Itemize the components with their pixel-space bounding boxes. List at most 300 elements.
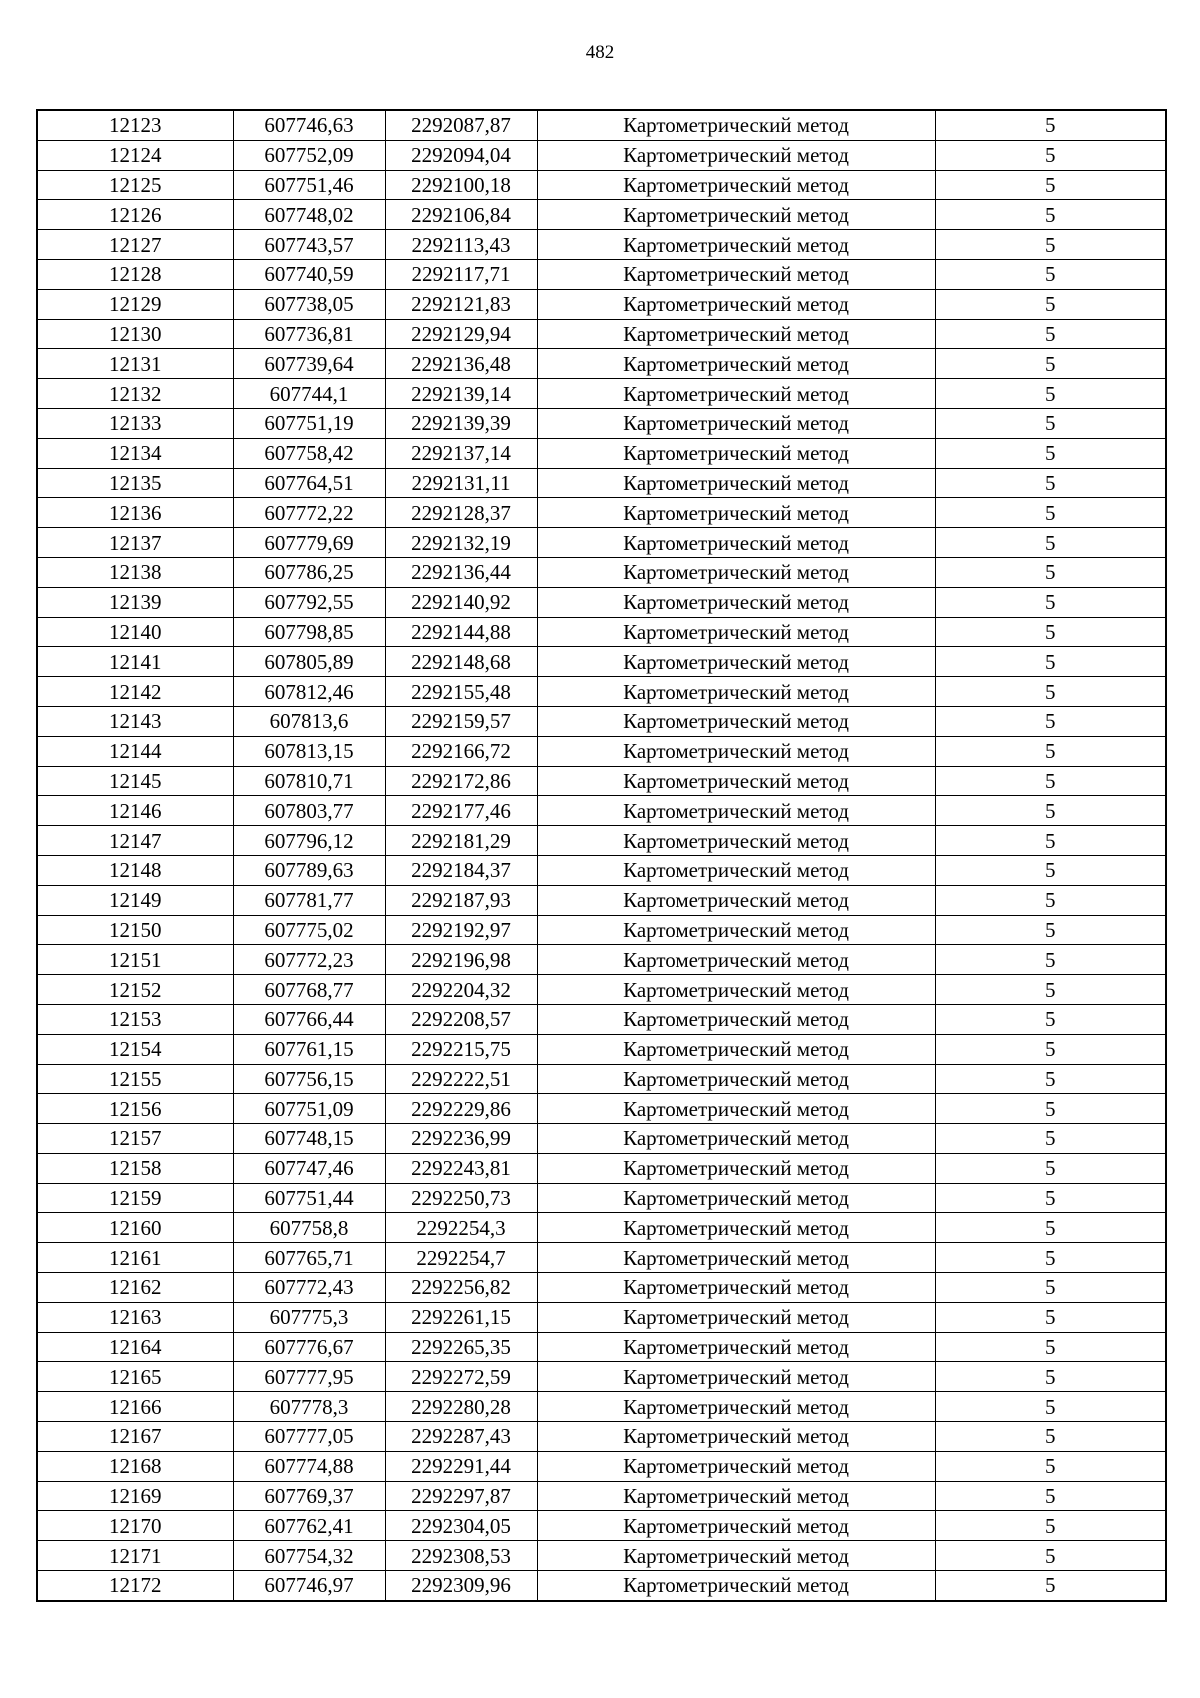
method-cell: Картометрический метод: [537, 617, 935, 647]
accuracy-cell: 5: [935, 1004, 1166, 1034]
table-row: [37, 1481, 1166, 1511]
accuracy-cell: 5: [935, 1183, 1166, 1213]
point-number-cell: 12145: [37, 766, 233, 796]
method-cell: Картометрический метод: [537, 1302, 935, 1332]
accuracy-cell: 5: [935, 110, 1166, 140]
x-coordinate-cell: 607774,88: [233, 1451, 385, 1481]
point-number-cell: 12160: [37, 1213, 233, 1243]
method-cell: Картометрический метод: [537, 200, 935, 230]
table-row: [37, 1124, 1166, 1154]
y-coordinate-cell: 2292256,82: [385, 1273, 537, 1303]
accuracy-cell: 5: [935, 200, 1166, 230]
y-coordinate-cell: 2292287,43: [385, 1422, 537, 1452]
accuracy-cell: 5: [935, 498, 1166, 528]
method-cell: Картометрический метод: [537, 557, 935, 587]
accuracy-cell: 5: [935, 438, 1166, 468]
method-cell: Картометрический метод: [537, 1243, 935, 1273]
x-coordinate-cell: 607747,46: [233, 1153, 385, 1183]
accuracy-cell: 5: [935, 528, 1166, 558]
point-number-cell: 12158: [37, 1153, 233, 1183]
accuracy-cell: 5: [935, 319, 1166, 349]
x-coordinate-cell: 607762,41: [233, 1511, 385, 1541]
accuracy-cell: 5: [935, 170, 1166, 200]
point-number-cell: 12141: [37, 647, 233, 677]
accuracy-cell: 5: [935, 1094, 1166, 1124]
table-row: [37, 1273, 1166, 1303]
table-row: [37, 438, 1166, 468]
table-row: [37, 706, 1166, 736]
accuracy-cell: 5: [935, 1362, 1166, 1392]
table-row: [37, 617, 1166, 647]
y-coordinate-cell: 2292140,92: [385, 587, 537, 617]
x-coordinate-cell: 607779,69: [233, 528, 385, 558]
y-coordinate-cell: 2292177,46: [385, 796, 537, 826]
point-number-cell: 12167: [37, 1422, 233, 1452]
method-cell: Картометрический метод: [537, 1571, 935, 1601]
y-coordinate-cell: 2292265,35: [385, 1332, 537, 1362]
accuracy-cell: 5: [935, 1213, 1166, 1243]
point-number-cell: 12125: [37, 170, 233, 200]
point-number-cell: 12150: [37, 915, 233, 945]
y-coordinate-cell: 2292229,86: [385, 1094, 537, 1124]
method-cell: Картометрический метод: [537, 1213, 935, 1243]
y-coordinate-cell: 2292181,29: [385, 826, 537, 856]
x-coordinate-cell: 607748,15: [233, 1124, 385, 1154]
method-cell: Картометрический метод: [537, 677, 935, 707]
point-number-cell: 12135: [37, 468, 233, 498]
table-row: [37, 855, 1166, 885]
point-number-cell: 12159: [37, 1183, 233, 1213]
x-coordinate-cell: 607775,3: [233, 1302, 385, 1332]
x-coordinate-cell: 607786,25: [233, 557, 385, 587]
y-coordinate-cell: 2292308,53: [385, 1541, 537, 1571]
method-cell: Картометрический метод: [537, 915, 935, 945]
table-row: [37, 647, 1166, 677]
y-coordinate-cell: 2292136,44: [385, 557, 537, 587]
x-coordinate-cell: 607751,09: [233, 1094, 385, 1124]
table-row: [37, 557, 1166, 587]
table-row: [37, 140, 1166, 170]
accuracy-cell: 5: [935, 826, 1166, 856]
y-coordinate-cell: 2292166,72: [385, 736, 537, 766]
accuracy-cell: 5: [935, 1571, 1166, 1601]
x-coordinate-cell: 607776,67: [233, 1332, 385, 1362]
method-cell: Картометрический метод: [537, 170, 935, 200]
method-cell: Картометрический метод: [537, 1064, 935, 1094]
x-coordinate-cell: 607813,6: [233, 706, 385, 736]
y-coordinate-cell: 2292117,71: [385, 259, 537, 289]
method-cell: Картометрический метод: [537, 1153, 935, 1183]
table-row: [37, 1362, 1166, 1392]
y-coordinate-cell: 2292128,37: [385, 498, 537, 528]
point-number-cell: 12142: [37, 677, 233, 707]
table-row: [37, 587, 1166, 617]
accuracy-cell: 5: [935, 1481, 1166, 1511]
table-row: [37, 230, 1166, 260]
y-coordinate-cell: 2292272,59: [385, 1362, 537, 1392]
point-number-cell: 12134: [37, 438, 233, 468]
x-coordinate-cell: 607810,71: [233, 766, 385, 796]
table-row: [37, 736, 1166, 766]
y-coordinate-cell: 2292204,32: [385, 975, 537, 1005]
x-coordinate-cell: 607756,15: [233, 1064, 385, 1094]
point-number-cell: 12169: [37, 1481, 233, 1511]
y-coordinate-cell: 2292261,15: [385, 1302, 537, 1332]
point-number-cell: 12124: [37, 140, 233, 170]
method-cell: Картометрический метод: [537, 259, 935, 289]
y-coordinate-cell: 2292215,75: [385, 1034, 537, 1064]
table-row: [37, 1034, 1166, 1064]
method-cell: Картометрический метод: [537, 1034, 935, 1064]
point-number-cell: 12133: [37, 408, 233, 438]
table-row: [37, 1422, 1166, 1452]
x-coordinate-cell: 607739,64: [233, 349, 385, 379]
table-row: [37, 1571, 1166, 1601]
x-coordinate-cell: 607748,02: [233, 200, 385, 230]
accuracy-cell: 5: [935, 140, 1166, 170]
table-row: [37, 200, 1166, 230]
table-row: [37, 975, 1166, 1005]
x-coordinate-cell: 607746,97: [233, 1571, 385, 1601]
accuracy-cell: 5: [935, 1541, 1166, 1571]
table-row: [37, 1153, 1166, 1183]
table-row: [37, 349, 1166, 379]
point-number-cell: 12143: [37, 706, 233, 736]
accuracy-cell: 5: [935, 647, 1166, 677]
y-coordinate-cell: 2292106,84: [385, 200, 537, 230]
table-row: [37, 1541, 1166, 1571]
x-coordinate-cell: 607768,77: [233, 975, 385, 1005]
point-number-cell: 12129: [37, 289, 233, 319]
point-number-cell: 12168: [37, 1451, 233, 1481]
point-number-cell: 12139: [37, 587, 233, 617]
page-number: 482: [585, 42, 615, 63]
x-coordinate-cell: 607754,32: [233, 1541, 385, 1571]
table-row: [37, 1243, 1166, 1273]
y-coordinate-cell: 2292297,87: [385, 1481, 537, 1511]
table-row: [37, 945, 1166, 975]
x-coordinate-cell: 607743,57: [233, 230, 385, 260]
accuracy-cell: 5: [935, 408, 1166, 438]
x-coordinate-cell: 607751,19: [233, 408, 385, 438]
accuracy-cell: 5: [935, 1273, 1166, 1303]
x-coordinate-cell: 607772,23: [233, 945, 385, 975]
table-row: [37, 1392, 1166, 1422]
accuracy-cell: 5: [935, 915, 1166, 945]
y-coordinate-cell: 2292172,86: [385, 766, 537, 796]
accuracy-cell: 5: [935, 1422, 1166, 1452]
accuracy-cell: 5: [935, 259, 1166, 289]
accuracy-cell: 5: [935, 1392, 1166, 1422]
x-coordinate-cell: 607736,81: [233, 319, 385, 349]
y-coordinate-cell: 2292208,57: [385, 1004, 537, 1034]
table-row: [37, 259, 1166, 289]
x-coordinate-cell: 607813,15: [233, 736, 385, 766]
x-coordinate-cell: 607805,89: [233, 647, 385, 677]
table-row: [37, 915, 1166, 945]
x-coordinate-cell: 607772,22: [233, 498, 385, 528]
method-cell: Картометрический метод: [537, 1183, 935, 1213]
table-row: [37, 677, 1166, 707]
y-coordinate-cell: 2292113,43: [385, 230, 537, 260]
y-coordinate-cell: 2292309,96: [385, 1571, 537, 1601]
x-coordinate-cell: 607738,05: [233, 289, 385, 319]
y-coordinate-cell: 2292192,97: [385, 915, 537, 945]
y-coordinate-cell: 2292291,44: [385, 1451, 537, 1481]
y-coordinate-cell: 2292184,37: [385, 855, 537, 885]
table-row: [37, 110, 1166, 140]
method-cell: Картометрический метод: [537, 1004, 935, 1034]
method-cell: Картометрический метод: [537, 1541, 935, 1571]
point-number-cell: 12152: [37, 975, 233, 1005]
x-coordinate-cell: 607769,37: [233, 1481, 385, 1511]
point-number-cell: 12136: [37, 498, 233, 528]
y-coordinate-cell: 2292131,11: [385, 468, 537, 498]
point-number-cell: 12147: [37, 826, 233, 856]
x-coordinate-cell: 607772,43: [233, 1273, 385, 1303]
x-coordinate-cell: 607798,85: [233, 617, 385, 647]
table-row: [37, 408, 1166, 438]
method-cell: Картометрический метод: [537, 1094, 935, 1124]
accuracy-cell: 5: [935, 736, 1166, 766]
x-coordinate-cell: 607777,95: [233, 1362, 385, 1392]
table-row: [37, 319, 1166, 349]
point-number-cell: 12132: [37, 379, 233, 409]
x-coordinate-cell: 607781,77: [233, 885, 385, 915]
accuracy-cell: 5: [935, 1243, 1166, 1273]
table-row: [37, 289, 1166, 319]
accuracy-cell: 5: [935, 557, 1166, 587]
table-row: [37, 1213, 1166, 1243]
method-cell: Картометрический метод: [537, 736, 935, 766]
table-row: [37, 170, 1166, 200]
point-number-cell: 12140: [37, 617, 233, 647]
accuracy-cell: 5: [935, 617, 1166, 647]
x-coordinate-cell: 607777,05: [233, 1422, 385, 1452]
method-cell: Картометрический метод: [537, 1392, 935, 1422]
method-cell: Картометрический метод: [537, 379, 935, 409]
y-coordinate-cell: 2292236,99: [385, 1124, 537, 1154]
method-cell: Картометрический метод: [537, 468, 935, 498]
point-number-cell: 12146: [37, 796, 233, 826]
x-coordinate-cell: 607778,3: [233, 1392, 385, 1422]
accuracy-cell: 5: [935, 1302, 1166, 1332]
point-number-cell: 12126: [37, 200, 233, 230]
table-row: [37, 796, 1166, 826]
point-number-cell: 12156: [37, 1094, 233, 1124]
y-coordinate-cell: 2292187,93: [385, 885, 537, 915]
point-number-cell: 12153: [37, 1004, 233, 1034]
x-coordinate-cell: 607758,42: [233, 438, 385, 468]
y-coordinate-cell: 2292243,81: [385, 1153, 537, 1183]
accuracy-cell: 5: [935, 379, 1166, 409]
point-number-cell: 12149: [37, 885, 233, 915]
point-number-cell: 12161: [37, 1243, 233, 1273]
y-coordinate-cell: 2292087,87: [385, 110, 537, 140]
point-number-cell: 12157: [37, 1124, 233, 1154]
accuracy-cell: 5: [935, 468, 1166, 498]
method-cell: Картометрический метод: [537, 1451, 935, 1481]
accuracy-cell: 5: [935, 1064, 1166, 1094]
point-number-cell: 12155: [37, 1064, 233, 1094]
table-row: [37, 826, 1166, 856]
x-coordinate-cell: 607789,63: [233, 855, 385, 885]
x-coordinate-cell: 607764,51: [233, 468, 385, 498]
method-cell: Картометрический метод: [537, 498, 935, 528]
y-coordinate-cell: 2292139,39: [385, 408, 537, 438]
y-coordinate-cell: 2292132,19: [385, 528, 537, 558]
x-coordinate-cell: 607758,8: [233, 1213, 385, 1243]
point-number-cell: 12154: [37, 1034, 233, 1064]
method-cell: Картометрический метод: [537, 230, 935, 260]
point-number-cell: 12128: [37, 259, 233, 289]
method-cell: Картометрический метод: [537, 975, 935, 1005]
y-coordinate-cell: 2292100,18: [385, 170, 537, 200]
y-coordinate-cell: 2292155,48: [385, 677, 537, 707]
method-cell: Картометрический метод: [537, 1362, 935, 1392]
y-coordinate-cell: 2292254,3: [385, 1213, 537, 1243]
accuracy-cell: 5: [935, 677, 1166, 707]
method-cell: Картометрический метод: [537, 319, 935, 349]
y-coordinate-cell: 2292121,83: [385, 289, 537, 319]
point-number-cell: 12144: [37, 736, 233, 766]
accuracy-cell: 5: [935, 289, 1166, 319]
method-cell: Картометрический метод: [537, 1273, 935, 1303]
x-coordinate-cell: 607751,44: [233, 1183, 385, 1213]
x-coordinate-cell: 607766,44: [233, 1004, 385, 1034]
accuracy-cell: 5: [935, 1124, 1166, 1154]
table-row: [37, 468, 1166, 498]
point-number-cell: 12130: [37, 319, 233, 349]
x-coordinate-cell: 607796,12: [233, 826, 385, 856]
point-number-cell: 12162: [37, 1273, 233, 1303]
x-coordinate-cell: 607812,46: [233, 677, 385, 707]
accuracy-cell: 5: [935, 230, 1166, 260]
method-cell: Картометрический метод: [537, 945, 935, 975]
point-number-cell: 12164: [37, 1332, 233, 1362]
table-row: [37, 498, 1166, 528]
accuracy-cell: 5: [935, 1332, 1166, 1362]
y-coordinate-cell: 2292139,14: [385, 379, 537, 409]
y-coordinate-cell: 2292136,48: [385, 349, 537, 379]
method-cell: Картометрический метод: [537, 1481, 935, 1511]
y-coordinate-cell: 2292196,98: [385, 945, 537, 975]
point-number-cell: 12123: [37, 110, 233, 140]
method-cell: Картометрический метод: [537, 1124, 935, 1154]
table-row: [37, 1094, 1166, 1124]
method-cell: Картометрический метод: [537, 289, 935, 319]
table-row: [37, 1302, 1166, 1332]
method-cell: Картометрический метод: [537, 647, 935, 677]
point-number-cell: 12172: [37, 1571, 233, 1601]
y-coordinate-cell: 2292137,14: [385, 438, 537, 468]
method-cell: Картометрический метод: [537, 1332, 935, 1362]
accuracy-cell: 5: [935, 796, 1166, 826]
coordinates-table-body: [37, 110, 1166, 1601]
x-coordinate-cell: 607751,46: [233, 170, 385, 200]
method-cell: Картометрический метод: [537, 855, 935, 885]
method-cell: Картометрический метод: [537, 796, 935, 826]
table-row: [37, 1332, 1166, 1362]
accuracy-cell: 5: [935, 1451, 1166, 1481]
table-row: [37, 1183, 1166, 1213]
x-coordinate-cell: 607752,09: [233, 140, 385, 170]
method-cell: Картометрический метод: [537, 766, 935, 796]
table-row: [37, 1511, 1166, 1541]
method-cell: Картометрический метод: [537, 110, 935, 140]
point-number-cell: 12163: [37, 1302, 233, 1332]
method-cell: Картометрический метод: [537, 349, 935, 379]
point-number-cell: 12131: [37, 349, 233, 379]
method-cell: Картометрический метод: [537, 1422, 935, 1452]
point-number-cell: 12127: [37, 230, 233, 260]
point-number-cell: 12138: [37, 557, 233, 587]
point-number-cell: 12170: [37, 1511, 233, 1541]
accuracy-cell: 5: [935, 885, 1166, 915]
x-coordinate-cell: 607744,1: [233, 379, 385, 409]
coordinates-table: [36, 109, 1167, 1602]
point-number-cell: 12148: [37, 855, 233, 885]
y-coordinate-cell: 2292222,51: [385, 1064, 537, 1094]
method-cell: Картометрический метод: [537, 408, 935, 438]
x-coordinate-cell: 607740,59: [233, 259, 385, 289]
point-number-cell: 12137: [37, 528, 233, 558]
table-row: [37, 1004, 1166, 1034]
y-coordinate-cell: 2292144,88: [385, 617, 537, 647]
accuracy-cell: 5: [935, 1511, 1166, 1541]
table-row: [37, 1451, 1166, 1481]
accuracy-cell: 5: [935, 587, 1166, 617]
y-coordinate-cell: 2292280,28: [385, 1392, 537, 1422]
point-number-cell: 12151: [37, 945, 233, 975]
table-row: [37, 528, 1166, 558]
method-cell: Картометрический метод: [537, 706, 935, 736]
accuracy-cell: 5: [935, 706, 1166, 736]
y-coordinate-cell: 2292159,57: [385, 706, 537, 736]
table-row: [37, 885, 1166, 915]
table-row: [37, 1064, 1166, 1094]
point-number-cell: 12171: [37, 1541, 233, 1571]
method-cell: Картометрический метод: [537, 885, 935, 915]
method-cell: Картометрический метод: [537, 826, 935, 856]
method-cell: Картометрический метод: [537, 587, 935, 617]
x-coordinate-cell: 607765,71: [233, 1243, 385, 1273]
y-coordinate-cell: 2292129,94: [385, 319, 537, 349]
accuracy-cell: 5: [935, 349, 1166, 379]
y-coordinate-cell: 2292304,05: [385, 1511, 537, 1541]
point-number-cell: 12166: [37, 1392, 233, 1422]
accuracy-cell: 5: [935, 1034, 1166, 1064]
method-cell: Картометрический метод: [537, 1511, 935, 1541]
y-coordinate-cell: 2292094,04: [385, 140, 537, 170]
y-coordinate-cell: 2292254,7: [385, 1243, 537, 1273]
table-row: [37, 379, 1166, 409]
accuracy-cell: 5: [935, 766, 1166, 796]
x-coordinate-cell: 607775,02: [233, 915, 385, 945]
x-coordinate-cell: 607761,15: [233, 1034, 385, 1064]
accuracy-cell: 5: [935, 855, 1166, 885]
accuracy-cell: 5: [935, 945, 1166, 975]
y-coordinate-cell: 2292148,68: [385, 647, 537, 677]
x-coordinate-cell: 607792,55: [233, 587, 385, 617]
accuracy-cell: 5: [935, 1153, 1166, 1183]
accuracy-cell: 5: [935, 975, 1166, 1005]
method-cell: Картометрический метод: [537, 528, 935, 558]
table-row: [37, 766, 1166, 796]
method-cell: Картометрический метод: [537, 438, 935, 468]
x-coordinate-cell: 607803,77: [233, 796, 385, 826]
point-number-cell: 12165: [37, 1362, 233, 1392]
